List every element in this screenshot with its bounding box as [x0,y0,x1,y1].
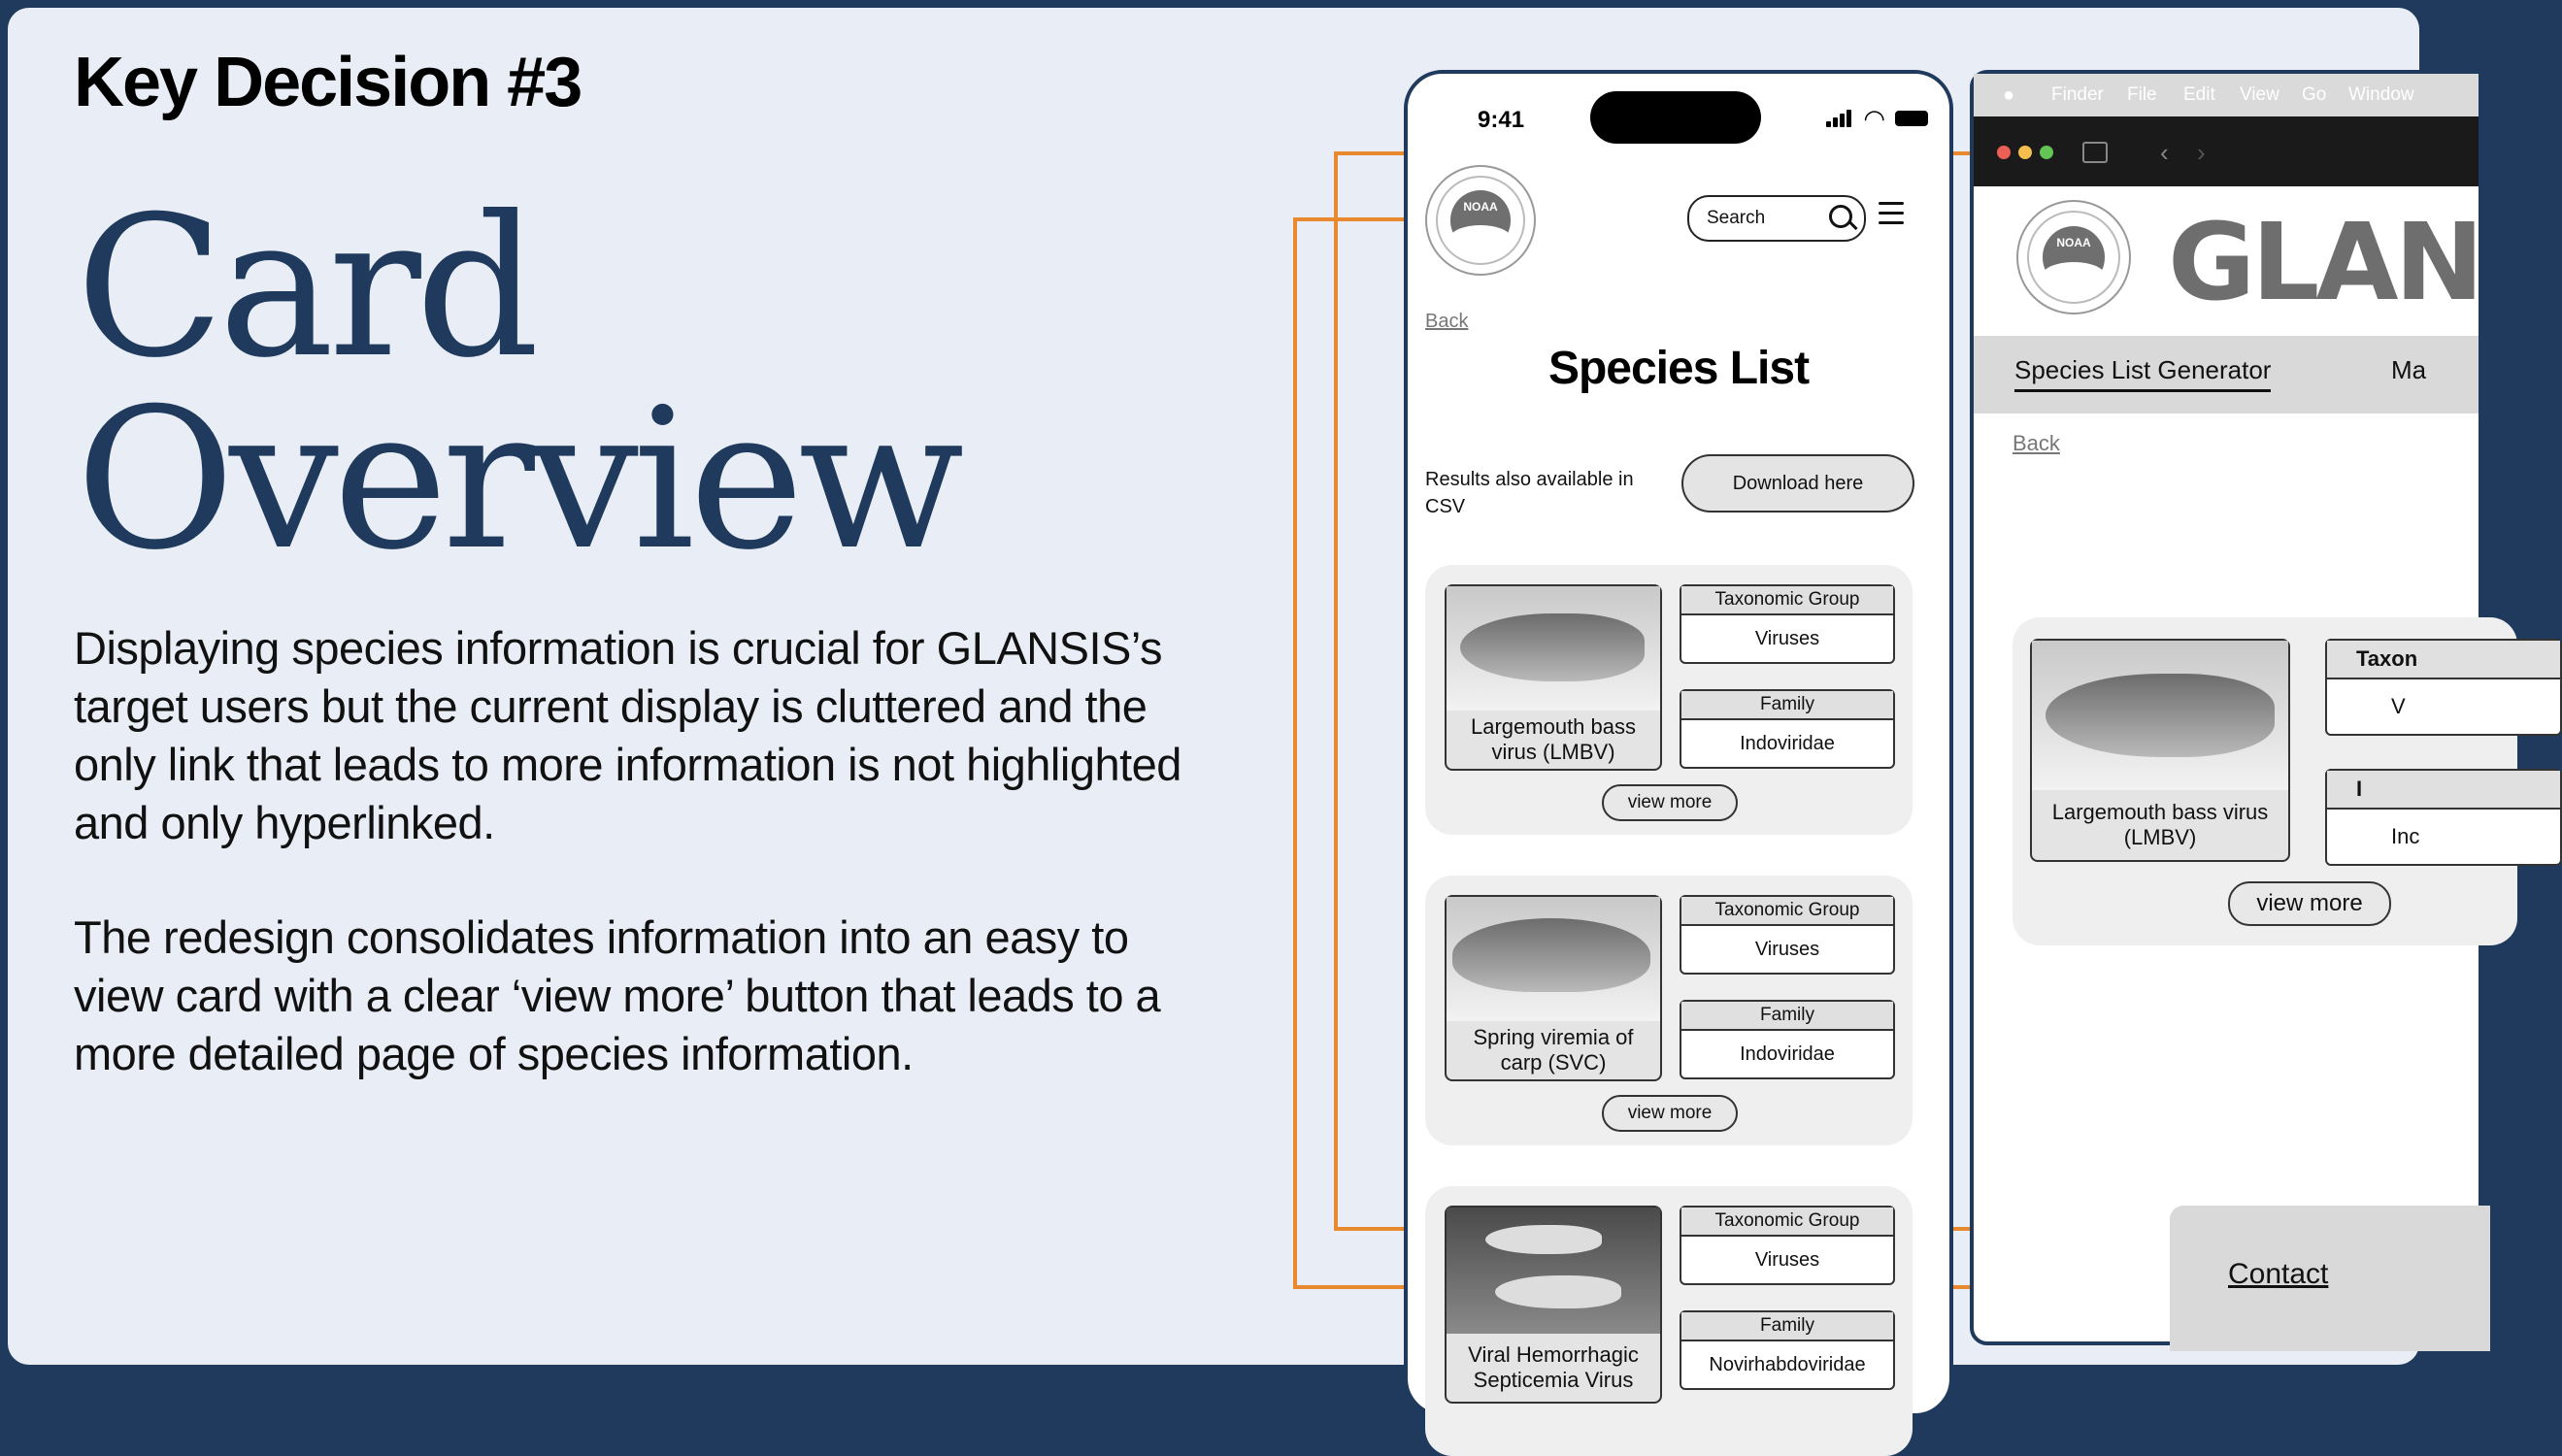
connector-line [1334,151,1404,155]
search-placeholder: Search [1707,208,1766,228]
noaa-logo[interactable] [1425,165,1536,276]
menu-finder[interactable]: Finder [2051,84,2104,105]
menu-file[interactable]: File [2127,84,2157,105]
sidebar-toggle-icon[interactable] [2082,142,2108,163]
connector-line [1293,217,1404,221]
view-more-button[interactable]: view more [1602,1095,1738,1132]
back-link[interactable]: Back [1425,311,1469,332]
family-box [1680,1310,1895,1390]
connector-line [1334,1227,1404,1231]
footer-contact [2170,1206,2490,1351]
paragraph-problem: Displaying species information is crucial for GLANSIS’s target users but the current display is cluttered and the only link that leads to more information is not highlighted and only hyperlinked. [74,622,1181,848]
species-card [1425,876,1913,1145]
menu-view[interactable]: View [2240,84,2279,105]
family-box [2325,769,2562,866]
connector-line [1293,217,1297,1289]
taxonomic-group-box [1680,895,1895,975]
forward-arrow-icon[interactable]: › [2197,138,2206,167]
taxonomic-group-label: Taxon [2327,641,2560,679]
search-icon[interactable] [1829,205,1852,228]
species-name: Largemouth bass virus (LMBV) [1471,714,1636,764]
family-label: Family [1681,1002,1893,1031]
taxonomic-group-value: Viruses [1754,939,1820,960]
page-title: Species List [1547,343,1810,394]
species-name: Viral Hemorrhagic Septicemia Virus [1468,1342,1639,1392]
nav-item-next[interactable]: Ma [2391,355,2427,384]
view-more-button[interactable]: view more [2228,881,2391,926]
nav-species-list-generator[interactable]: Species List Generator [2014,355,2271,392]
slide [8,8,2480,1392]
maximize-window-button[interactable] [2040,146,2053,159]
desktop-mockup [1970,70,2482,1345]
connector-line [1293,1285,1404,1289]
apple-icon[interactable]: ● [2003,84,2015,106]
taxonomic-group-label: Taxonomic Group [1681,586,1893,615]
connector-line [1334,151,1338,1231]
menu-window[interactable]: Window [2348,84,2414,105]
status-time: 9:41 [1478,107,1525,133]
taxonomic-group-box [1680,584,1895,664]
family-label: I [2327,771,2560,810]
noaa-logo-text: NOAA [2056,236,2091,250]
family-value: Inc [2391,824,2420,848]
phone-mockup [1404,70,1953,1417]
title-line-1: Card [76,175,534,401]
taxonomic-group-value: Viruses [1754,1249,1820,1271]
species-card [1425,1186,1913,1456]
key-decision-heading: Key Decision #3 [74,44,582,121]
menu-edit[interactable]: Edit [2183,84,2215,105]
family-box [1680,1000,1895,1079]
taxonomic-group-box [2325,639,2562,736]
family-label: Family [1681,691,1893,720]
species-image [1445,895,1662,1081]
close-window-button[interactable] [1997,146,2011,159]
species-image [2030,639,2290,862]
noaa-logo-text: NOAA [1463,200,1498,215]
browser-toolbar [1974,116,2479,186]
battery-icon [1895,111,1928,126]
top-navigation [1974,336,2479,414]
noaa-logo[interactable] [2016,200,2131,314]
glansis-brand: GLAN [2168,200,2480,324]
family-value: Indoviridae [1740,1043,1835,1065]
species-card [1425,565,1913,835]
species-image [1445,1206,1662,1404]
taxonomic-group-value: Viruses [1754,628,1820,649]
taxonomic-group-label: Taxonomic Group [1681,897,1893,926]
search-input[interactable] [1687,195,1866,242]
status-icons [1826,104,1928,133]
back-link[interactable]: Back [2013,431,2060,455]
species-card [2013,617,2517,945]
species-image [1445,584,1662,771]
back-arrow-icon[interactable]: ‹ [2160,138,2169,167]
hamburger-menu-icon[interactable] [1879,202,1904,231]
paragraph-solution: The redesign consolidates information into an easy to view card with a clear ‘view more’ button that leads to a more detailed page of species information. [74,911,1161,1079]
results-csv-text: Results also available in CSV [1425,469,1634,517]
menu-go[interactable]: Go [2302,84,2327,105]
taxonomic-group-label: Taxonomic Group [1681,1208,1893,1237]
mac-menubar [1974,74,2479,116]
family-value: Indoviridae [1740,733,1835,754]
species-name: Largemouth bass virus (LMBV) [2051,800,2269,849]
contact-link[interactable]: Contact [2228,1258,2329,1290]
species-name: Spring viremia of carp (SVC) [1473,1025,1634,1075]
wifi-icon: ◠ [1863,104,1885,133]
title-line-2: Overview [76,367,959,593]
slide-title [76,175,959,593]
download-button[interactable]: Download here [1681,454,1914,513]
family-value: Novirhabdoviridae [1709,1354,1866,1375]
family-box [1680,689,1895,769]
dynamic-island [1590,91,1761,144]
taxonomic-group-value: V [2391,694,2406,718]
signal-icon [1826,110,1853,127]
taxonomic-group-box [1680,1206,1895,1285]
family-label: Family [1681,1312,1893,1341]
view-more-button[interactable]: view more [1602,784,1738,821]
minimize-window-button[interactable] [2018,146,2032,159]
